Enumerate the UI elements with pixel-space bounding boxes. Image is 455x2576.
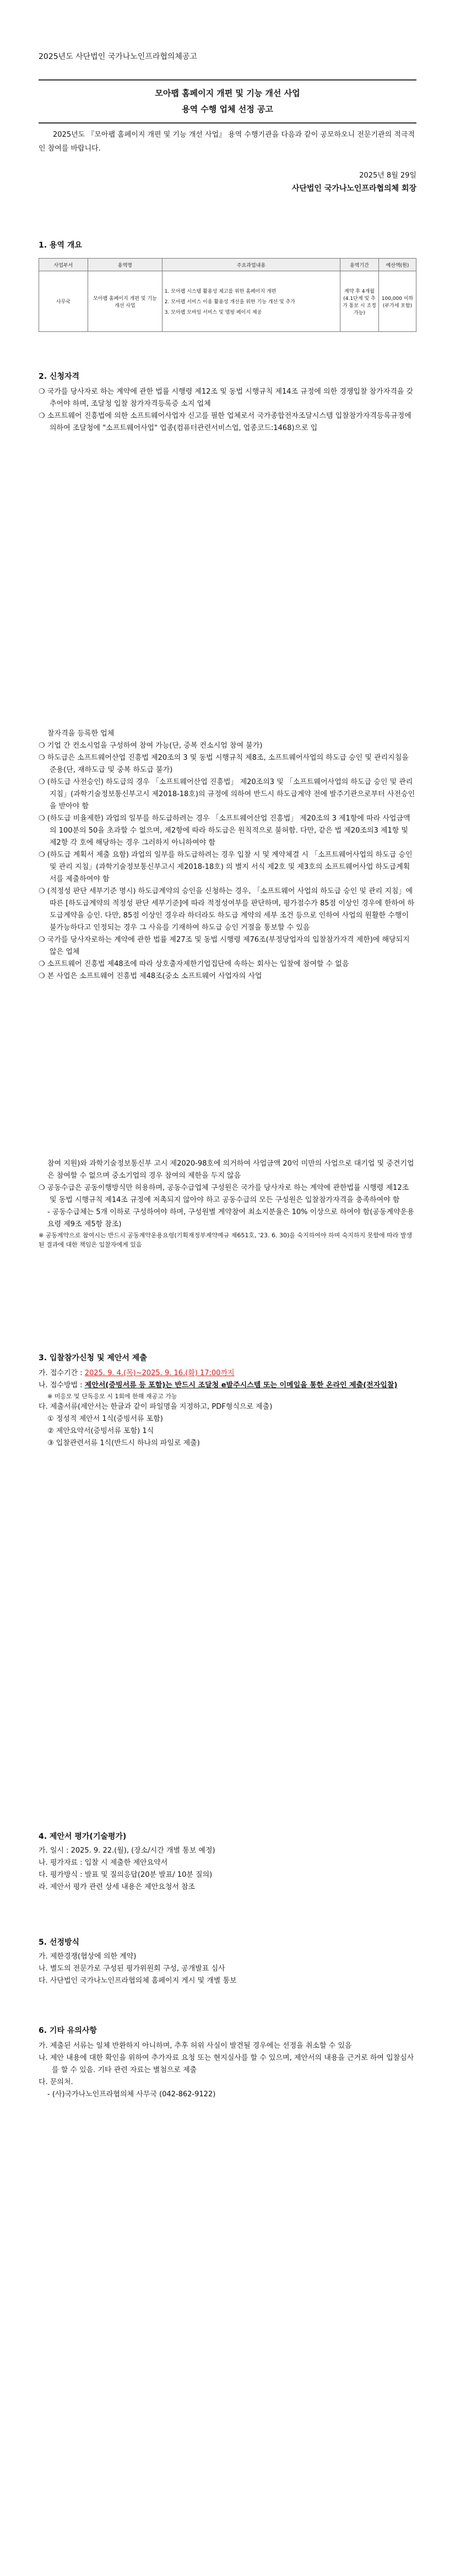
note-item: 가. 제출된 서류는 일체 반환하지 아니하며, 추후 허위 사실이 발견될 경우에는 선정을 취소할 수 있음	[39, 2042, 352, 2050]
method-value: 제안서(증빙서류 등 포함)는 반드시 조달청 e발주시스템 또는 이메일을 통한 온라인 제출(전자입찰)	[84, 1381, 398, 1389]
title-box	[39, 79, 416, 124]
doc-item: ② 제안요약서(증빙서류 포함) 1식	[47, 1427, 154, 1435]
th-service: 용역명	[88, 259, 162, 271]
title-line1: 모아팹 홈페이지 개편 및 기능 개선 사업	[155, 88, 300, 98]
sec5-body	[39, 1951, 416, 1987]
eval-item: 가. 일시 : 2025. 9. 22.(월), (장소/시간 개별 통보 예정)	[39, 1847, 215, 1855]
eligibility-item: ❍ 본 사업은 소프트웨어 진흥법 제48조(중소 소프트웨어 사업자의 사업	[39, 972, 262, 980]
issuer-org: 사단법인 국가나노인프라협의체 회장	[291, 184, 416, 193]
sec4-body	[39, 1845, 416, 1893]
task-item: 1. 모아팹 시스템 활용성 제고를 위한 홈페이지 개편	[164, 289, 277, 294]
task-item: 2. 모아팹 서비스 이용 활용성 개선을 위한 기능 개선 및 추가	[164, 299, 295, 305]
sec2-part2	[39, 728, 416, 983]
eligibility-continued: 참여 지원)와 과학기술정보통신부 고시 제2020-98호에 의거하여 사업금액 20억 미만의 사업으로 대기업 및 중견기업은 참여할 수 없으며 중소기업의 경우 참여의 제한을 두지 않음	[47, 1160, 414, 1180]
deadline-row: 가. 접수기간 : 2025. 9. 4.(목)~2025. 9. 16.(화) 17:00까지	[39, 1369, 235, 1377]
sec2-part1	[39, 386, 416, 434]
method-row: 나. 접수방법 : 제안서(증빙서류 등 포함)는 반드시 조달청 e발주시스템 또는 이메일을 통한 온라인 제출(전자입찰)	[39, 1381, 398, 1389]
eligibility-item: ❍ 소프트웨어 진흥법 제48조에 따라 상호출자제한기업집단에 속하는 회사는 입찰에 참여할 수 없음	[39, 960, 349, 968]
eligibility-subitem: - 공동수급체는 5개 이하로 구성하여야 하며, 구성원별 계약참여 최소지분율은 10% 이상으로 하여야 함(공동계약운용요령 제9조 제5항 참조)	[47, 1208, 414, 1228]
eligibility-item: ❍ 국가를 당사자로하는 계약에 관한 법률 제27조 및 동법 시행령 제76조(부정당업자의 입찰참가자격 제한)에 해당되지 않은 업체	[39, 936, 410, 956]
cell-service: 모아팹 홈페이지 개편 및 기능 개선 사업	[88, 271, 162, 332]
sec3-title: 3. 입찰참가신청 및 제안서 제출	[39, 1354, 147, 1362]
sec6-title: 6. 기타 유의사항	[39, 2026, 97, 2035]
sec1-title: 1. 용역 개요	[39, 241, 82, 250]
service-table-wrap	[39, 258, 416, 332]
sec3-body	[39, 1367, 416, 1450]
eligibility-item: ❍ (하도급 계획서 제출 요함) 과업의 일부를 하도급하려는 경우 입찰 시 및 계약체결 시 「소프트웨어사업의 하도급 승인 및 관리 지침」(과학기술정보통신부고시 제2018-18호) 의 별지 서식 제2호 및 제3호의 소프트웨어사업 하도급계획서를 제출하여야 함	[39, 851, 413, 883]
method-note: ※ 미응모 및 단독응모 시 1회에 한해 재공고 가능	[47, 1393, 177, 1400]
cell-budget: 100,000 이하 (부가세 포함)	[379, 271, 416, 332]
selection-item: 가. 제한경쟁(협상에 의한 계약)	[39, 1952, 137, 1961]
sec6-body	[39, 2040, 416, 2101]
docs-label: 다. 제출서류(제안서는 한글과 같이 파일명을 지정하고, PDF형식으로 제출)	[39, 1403, 273, 1411]
cell-period: 계약 후 4개월 (4.1단계 및 추가 통보 시 조정 가능)	[340, 271, 378, 332]
selection-item: 다. 사단법인 국가나노인프라협의체 홈페이지 게시 및 개별 통보	[39, 1977, 237, 1985]
service-table	[39, 258, 416, 332]
sec2-title: 2. 신청자격	[39, 372, 80, 381]
th-tasks: 주요과업내용	[162, 259, 340, 271]
note-item: 나. 제안 내용에 대한 확인을 위하여 추가자료 요청 또는 현지실사를 할 수 있으며, 제안서의 내용을 근거로 하여 입찰심사를 할 수 있음. 기타 관련 자료는 별첨으로 제출	[39, 2054, 414, 2074]
selection-item: 나. 별도의 전문가로 구성된 평가위원회 구성, 공개발표 심사	[39, 1965, 225, 1973]
deadline-value: 2025. 9. 4.(목)~2025. 9. 16.(화) 17:00까지	[84, 1369, 235, 1377]
doc-item: ③ 입찰관련서류 1식(반드시 하나의 파일로 제출)	[47, 1439, 200, 1447]
note-item: 다. 문의처.	[39, 2078, 73, 2086]
th-budget: 예산액(원)	[379, 259, 416, 271]
intro-paragraph: 2025년도 『모아팹 홈페이지 개편 및 기능 개선 사업』 용역 수행기관을 다음과 같이 공모하오니 전문기관의 적극적인 참여를 바랍니다.	[39, 131, 415, 153]
eligibility-item: ❍ (하도급 사전승인) 하도급의 경우 「소프트웨어산업 진흥법」 제20조의3 및 「소프트웨어사업의 하도급 승인 및 관리 지침」(과학기술정보통신부고시 제2018-18호)의 규정에 의하여 반드시 하도급계약 전에 발주기관으로부터 사전승인을 받아야 함	[39, 778, 415, 811]
sec4-title: 4. 제안서 평가(기술평가)	[39, 1832, 127, 1841]
title-line2: 용역 수행 업체 선정 공고	[182, 104, 273, 114]
eligibility-item: ❍ (적정성 판단 세부기준 명시) 하도급계약의 승인을 신청하는 경우, 「소프트웨어 사업의 하도급 승인 및 관리 지침」에 따른 [하도급계약의 적정성 판단 세부기준]에 따라 적정성여부를 판단하며, 평가점수가 85점 이상인 경우에 한하여 하도급계약을 승인. 다만, 85점 이상인 경우라 하더라도 하도급 계약의 세부 조건 등으로 인하여 사업의 원활한 수행이 불가능하다고 인정되는 경우 그 사유를 기재하여 하도급 승인 거절을 통보할 수 있음	[39, 887, 415, 932]
cell-tasks	[162, 271, 340, 332]
eligibility-item: ❍ 공동수급은 공동이행방식만 허용하며, 공동수급업체 구성원은 국가를 당사자로 하는 계약에 관한법률 시행령 제12조 및 동법 시행규칙 제14조 규정에 저촉되지 않아야 하고 공동수급의 모든 구성원은 입찰참가자격을 충족하여야 함	[39, 1184, 409, 1204]
eligibility-item: ❍ 기업 간 컨소시엄을 구성하여 참여 가능(단, 중복 컨소시엄 참여 불가)	[39, 742, 263, 750]
contact-info: - (사)국가나노인프라협의체 사무국 (042-862-9122)	[47, 2090, 216, 2099]
sec5-title: 5. 선정방식	[39, 1938, 80, 1947]
eligibility-item: ❍ 국가를 당사자로 하는 계약에 관한 법률 시행령 제12조 및 동법 시행규칙 제14조 규정에 의한 경쟁입찰 참가자격을 갖추어야 하며, 조달청 입찰 참가자격등록증 소지 업체	[39, 388, 414, 408]
th-period: 용역기간	[340, 259, 378, 271]
notice-date: 2025년 8월 29일	[359, 171, 416, 180]
eval-item: 다. 평가방식 : 발표 및 질의응답(20분 발표/ 10분 질의)	[39, 1871, 213, 1879]
task-item: 3. 모아팹 모바일 서비스 및 맵핑 페이지 제공	[164, 310, 262, 315]
cell-dept: 사무국	[39, 271, 88, 332]
eligibility-item: ❍ (하도급 비율제한) 과업의 일부를 하도급하려는 경우 「소프트웨어산업 진흥법」 제20조의 3 제1항에 따라 사업금액의 100분의 50을 초과할 수 없으며, 제2항에 따라 하도급은 원칙적으로 불허함. 다만, 같은 법 제20조의3 제1항 및 제2항 각 호에 해당하는 경우 그러하지 아니하여야 함	[39, 814, 410, 847]
eligibility-item: ❍ 소프트웨어 진흥법에 의한 소프트웨어사업자 신고를 필한 업체로서 국가종합전자조달시스템 입찰참가자격등록규정에 의하여 조달청에 "소프트웨어사업" 업종(컴퓨터관련서비스업, 업종코드:1468)으로 입	[39, 412, 411, 432]
eligibility-continued: 찰자격을 등록한 업체	[47, 729, 115, 738]
eligibility-item: ❍ 하도급은 소프트웨어산업 진흥법 제20조의 3 및 동법 시행규칙 제8조, 소프트웨어사업의 하도급 승인 및 관리지침을 준용(단, 재하도급 및 중복 하도급 불가)	[39, 754, 409, 774]
eval-item: 라. 제안서 평가 관련 상세 내용은 제안요청서 참조	[39, 1883, 196, 1891]
consortium-note: ※ 공동계약으로 참여시는 반드시 공동계약운용요령(기획재정부계약예규 제651호, '23. 6. 30)을 숙지하여야 하며 숙지하지 못함에 따라 발생된 결과에 대한 책임은 입찰자에게 있음	[39, 1232, 413, 1248]
doc-item: ① 정성적 제안서 1식(증빙서류 포함)	[47, 1415, 163, 1423]
th-dept: 사업부서	[39, 259, 88, 271]
sec2-part3	[39, 1158, 416, 1249]
notice-header: 2025년도 사단법인 국가나노인프라협의체공고	[39, 52, 197, 61]
eval-item: 나. 평가자료 : 입찰 시 제출한 제안요약서	[39, 1859, 168, 1867]
